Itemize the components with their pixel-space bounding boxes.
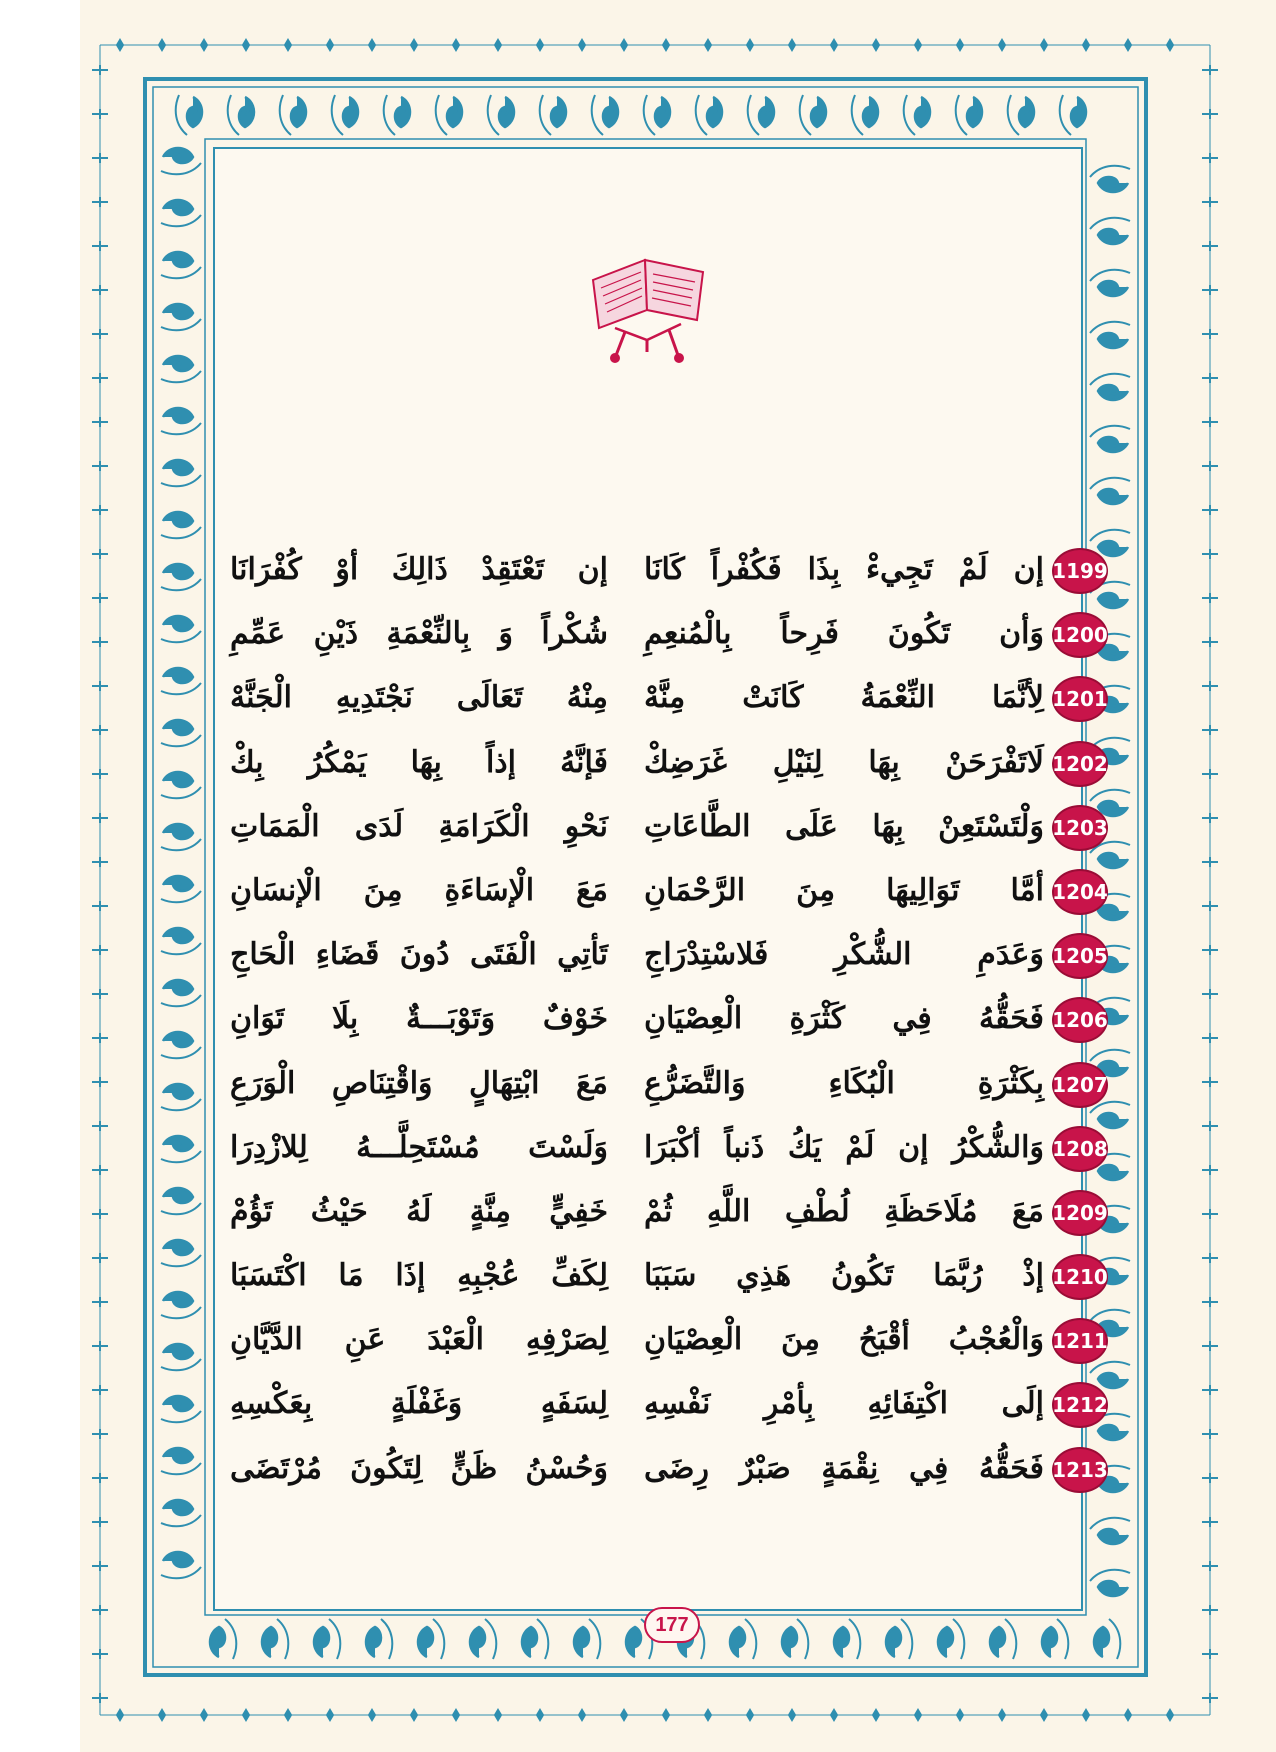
verse-row <box>228 1246 1108 1310</box>
verse-second-hemistich: وَحُسْنُ ظَنٍّ لِتَكُونَ مُرْتَضَى <box>230 1450 608 1486</box>
verses-list <box>228 540 1108 1503</box>
verse-number-badge: 1210 <box>1052 1254 1108 1300</box>
verse-number-badge: 1200 <box>1052 612 1108 658</box>
verse-number-badge: 1202 <box>1052 741 1108 787</box>
verse-number-badge: 1199 <box>1052 548 1108 594</box>
verse-second-hemistich: خَفِيٍّ مِنَّةٍ لَهُ حَيْثُ تَؤُمْ <box>230 1193 608 1229</box>
verse-first-hemistich: وَعَدَمِ الشُّكْرِ فَلاسْتِدْرَاجِ <box>644 937 1044 973</box>
verse-first-hemistich: لِأنَّمَا النِّعْمَةُ كَانَتْ مِنَّهْ <box>644 680 1044 716</box>
verse-number-badge: 1209 <box>1052 1190 1108 1236</box>
verse-row <box>228 925 1108 989</box>
verse-row <box>228 733 1108 797</box>
verse-row <box>228 1310 1108 1374</box>
verse-first-hemistich: مَعَ مُلَاحَظَةِ لُطْفِ اللَّهِ ثُمْ <box>644 1193 1044 1229</box>
verse-row <box>228 1054 1108 1118</box>
verse-number-badge: 1201 <box>1052 676 1108 722</box>
verse-row <box>228 540 1108 604</box>
verse-second-hemistich: خَوْفٌ وَتَوْبَـــةٌ بِلَا تَوَانِ <box>230 1001 608 1037</box>
verse-second-hemistich: مِنْهُ تَعَالَى نَجْتَدِيهِ الْجَنَّهْ <box>230 680 608 716</box>
verse-row <box>228 604 1108 668</box>
verse-number-badge: 1204 <box>1052 869 1108 915</box>
verse-first-hemistich: بِكَثْرَةِ الْبُكَاءِ وَالتَّضَرُّعِ <box>644 1065 1044 1101</box>
verse-number-badge: 1211 <box>1052 1318 1108 1364</box>
verse-first-hemistich: إلَى اكْتِفَائِهِ بِأمْرِ نَفْسِهِ <box>644 1386 1044 1422</box>
verse-number-badge: 1208 <box>1052 1126 1108 1172</box>
verse-row <box>228 797 1108 861</box>
page-number: 177 <box>644 1607 700 1643</box>
verse-first-hemistich: أمَّا تَوَالِيهَا مِنَ الرَّحْمَانِ <box>644 872 1044 908</box>
verse-row <box>228 1439 1108 1503</box>
verse-second-hemistich: لِسَفَهٍ وَغَفْلَةٍ بِعَكْسِهِ <box>230 1386 608 1422</box>
verse-first-hemistich: لَاتَفْرَحَنْ بِهَا لِنَيْلِ غَرَضِكْ <box>644 744 1044 780</box>
verse-number-badge: 1206 <box>1052 997 1108 1043</box>
verse-second-hemistich: شُكْراً وَ بِالنِّعْمَةِ ذَيْنِ عَمِّمِ <box>230 616 608 652</box>
verse-number-badge: 1212 <box>1052 1382 1108 1428</box>
verse-first-hemistich: فَحَقُّهُ فِي نِقْمَةٍ صَبْرٌ رِضَى <box>644 1450 1044 1486</box>
verse-number-badge: 1207 <box>1052 1062 1108 1108</box>
verse-second-hemistich: مَعَ ابْتِهَالٍ وَاقْتِنَاصِ الْوَرَعِ <box>230 1065 608 1101</box>
verse-number-badge: 1203 <box>1052 805 1108 851</box>
verse-row <box>228 1374 1108 1438</box>
verse-row <box>228 668 1108 732</box>
verse-second-hemistich: لِصَرْفِهِ الْعَبْدَ عَنِ الدَّيَّانِ <box>230 1322 608 1358</box>
verse-second-hemistich: وَلَسْتَ مُسْتَحِلَّـــهُ لِلازْدِرَا <box>230 1129 608 1165</box>
verse-first-hemistich: فَحَقُّهُ فِي كَثْرَةِ الْعِصْيَانِ <box>644 1001 1044 1037</box>
verse-first-hemistich: وَلْتَسْتَعِنْ بِهَا عَلَى الطَّاعَاتِ <box>644 808 1044 844</box>
verse-second-hemistich: فَإنَّهُ إذاً بِهَا يَمْكُرُ بِكْ <box>230 744 608 780</box>
verse-row <box>228 861 1108 925</box>
verse-first-hemistich: إذْ رُبَّمَا تَكُونُ هَذِي سَبَبَا <box>644 1258 1044 1294</box>
open-book-on-stand-icon <box>585 240 710 365</box>
verse-row <box>228 1182 1108 1246</box>
verse-second-hemistich: إن تَعْتَقِدْ ذَالِكَ أوْ كُفْرَانَا <box>230 552 608 587</box>
verse-row <box>228 1118 1108 1182</box>
verse-second-hemistich: نَحْوِ الْكَرَامَةِ لَدَى الْمَمَاتِ <box>230 808 608 844</box>
verse-first-hemistich: وَالشُّكْرُ إن لَمْ يَكُ ذَنباً أكْبَرَا <box>644 1129 1044 1165</box>
verse-second-hemistich: تَأتِي الْفَتَى دُونَ قَضَاءِ الْحَاجِ <box>230 937 608 973</box>
verse-number-badge: 1213 <box>1052 1447 1108 1493</box>
verse-second-hemistich: مَعَ الْإسَاءَةِ مِنَ الْإنسَانِ <box>230 872 608 908</box>
verse-row <box>228 989 1108 1053</box>
verse-first-hemistich: إن لَمْ تَجِيءْ بِذَا فَكُفْراً كَانَا <box>644 552 1044 587</box>
verse-first-hemistich: وَأن تَكُونَ فَرِحاً بِالْمُنعِمِ <box>644 616 1044 652</box>
verse-number-badge: 1205 <box>1052 933 1108 979</box>
verse-second-hemistich: لِكَفِّ عُجْبِهِ إذَا مَا اكْتَسَبَا <box>230 1258 608 1294</box>
verse-first-hemistich: وَالْعُجْبُ أقْبَحُ مِنَ الْعِصْيَانِ <box>644 1322 1044 1358</box>
